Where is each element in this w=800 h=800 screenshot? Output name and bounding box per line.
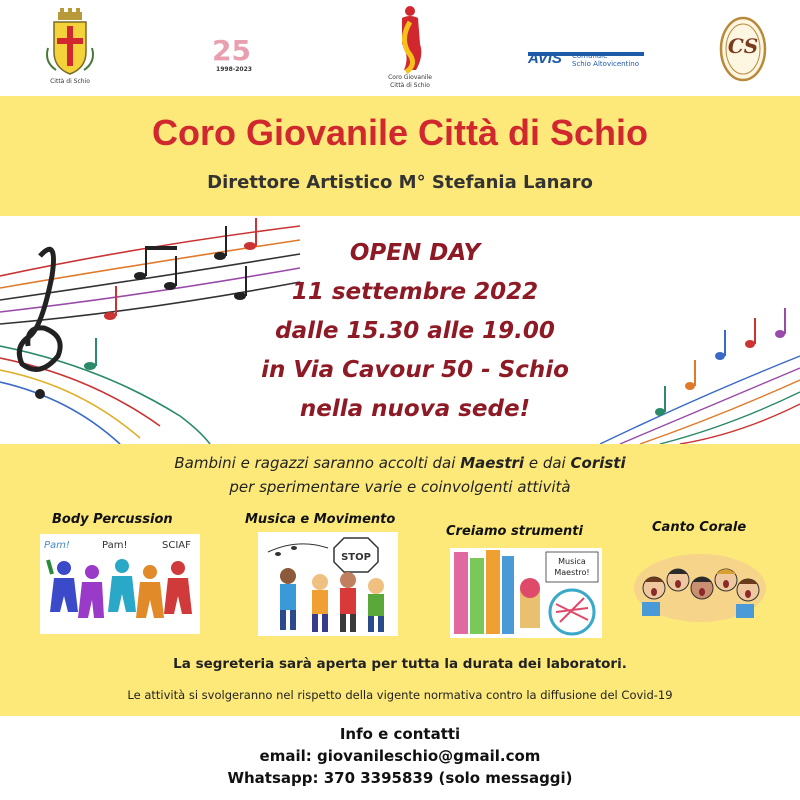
monogram-letters: CS [727,34,759,58]
page-title: Coro Giovanile Città di Schio [151,112,649,153]
avis-line1: Comunale [572,52,608,60]
event-time: dalle 15.30 alle 19.00 [275,318,555,344]
intro-maestri: Maestri [460,454,525,472]
contacts-heading: Info e contatti [339,725,461,743]
anniversary-number: 25 [212,34,251,64]
city-caption: Città di Schio [50,78,90,85]
open-day-band [0,216,800,444]
activity-label-creiamo-strumenti: Creiamo strumenti [446,524,583,539]
cs-word-2: Maestro! [554,568,590,577]
avis-name: AVIS [528,50,562,67]
covid-note: Le attività si svolgeranno nel rispetto della vigente normativa contro la diffusione del Covid-19 [127,688,673,702]
activity-image-musica-movimento [258,532,398,636]
event-details [200,234,630,429]
intro-text-1: Bambini e ragazzi saranno accolti dai [174,454,461,472]
bp-word-2: Pam! [102,540,128,551]
anniversary-logo [204,34,264,78]
header-band [0,96,800,216]
contact-whatsapp[interactable]: Whatsapp: 370 3395839 (solo messaggi) [227,769,573,787]
choir-caption-line1: Coro Giovanile [388,74,432,81]
bp-word-1: Pam! [44,540,70,551]
city-crest-logo [40,8,100,88]
contact-email[interactable]: email: giovanileschio@gmail.com [259,747,541,765]
avis-line2: Schio Altovicentino [572,60,640,68]
event-open-day: OPEN DAY [349,240,481,266]
activity-label-musica-movimento: Musica e Movimento [245,512,396,527]
contacts-footer [0,716,800,800]
intro-text-2: e dai [524,454,571,472]
activities-band [0,444,800,716]
activity-label-body-percussion: Body Percussion [52,512,173,527]
intro-line-2: per sperimentare varie e coinvolgenti attività [229,478,571,496]
activity-label-canto-corale: Canto Corale [652,520,747,535]
monogram-logo [718,14,768,84]
secretary-note: La segreteria sarà aperta per tutta la durata dei laboratori. [173,656,627,672]
cs-word-1: Musica [558,557,586,566]
event-venue: nella nuova sede! [299,396,531,422]
avis-logo [528,42,644,72]
activity-image-body-percussion [40,534,200,634]
intro-coristi: Coristi [570,454,626,472]
event-date: 11 settembre 2022 [291,279,539,305]
activity-image-canto-corale [632,548,768,628]
anniversary-years: 1998-2023 [216,66,252,73]
mm-word-stop: STOP [341,552,371,563]
intro-line-1 [0,454,800,472]
bp-word-3: SCIAF [162,540,191,551]
activity-image-creiamo-strumenti [450,548,602,638]
choir-logo [380,4,440,94]
choir-caption-line2: Città di Schio [390,82,430,89]
event-address: in Via Cavour 50 - Schio [261,357,569,383]
logo-strip [0,0,800,96]
page-subtitle: Direttore Artistico M° Stefania Lanaro [207,172,593,193]
